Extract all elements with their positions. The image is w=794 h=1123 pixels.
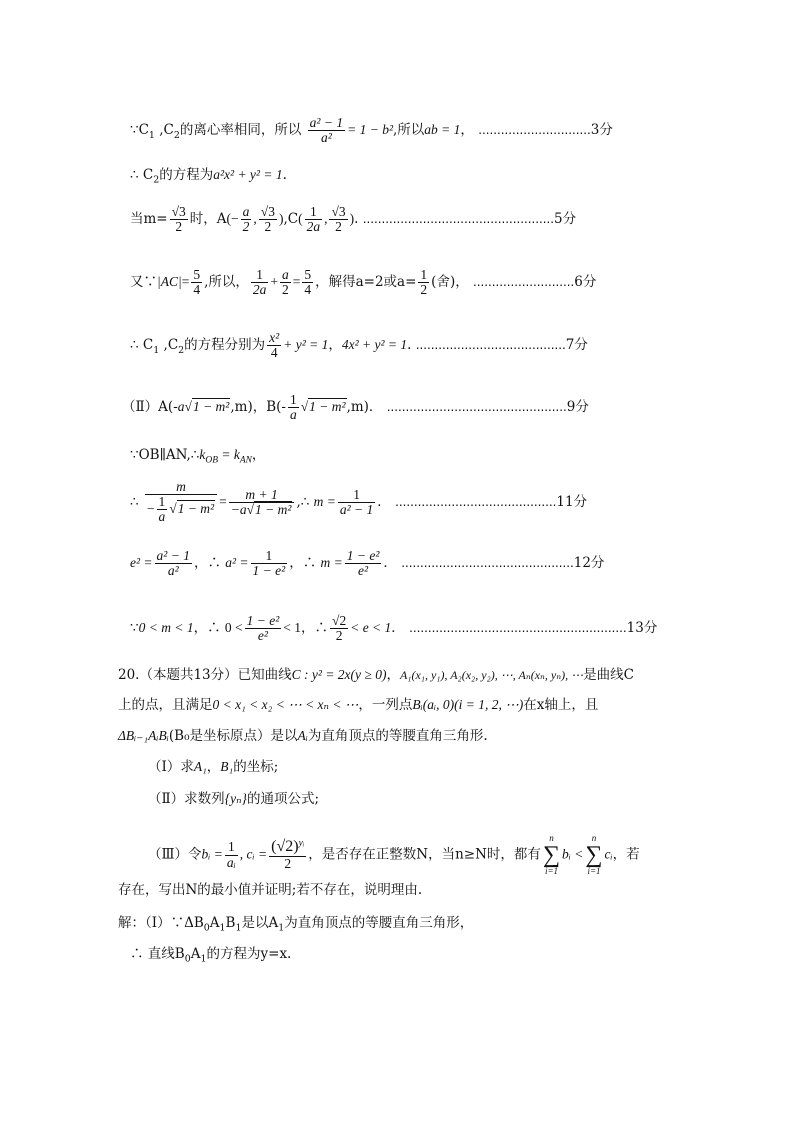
leader-dots: .............................. [478,122,591,138]
sum-lower: i=1 [587,866,601,876]
radicand: 1 − m² [309,399,346,415]
text: ． [391,620,405,637]
fraction [302,268,313,297]
subscript: 0 [184,953,191,965]
denominator: 2 [329,219,347,234]
subscript: 0 [203,922,210,934]
text: ． [383,555,397,572]
math: −a [230,501,247,517]
line-c2-equation [130,168,287,185]
denominator: e² [345,563,382,578]
numerator: 1 [158,494,166,510]
text: （Ⅱ）A(- [122,399,178,416]
math: < e < 1 [350,620,392,636]
fraction [251,549,288,578]
numerator: 1 − e² [346,548,380,563]
question-3 [148,834,640,876]
text: ,C [154,122,174,139]
text: B [225,915,236,931]
problem-20-line2 [118,698,598,713]
text: 时，A [189,211,227,228]
denominator: a² − 1 [339,501,374,517]
line-slope-equality [130,448,265,466]
text: 上的点，且满足 [118,697,213,713]
math: , [253,211,257,227]
math: = [292,274,301,290]
leader-dots: .............................................. [401,555,574,571]
text: ，若 [612,846,640,863]
denominator: a² [155,563,192,578]
math: ) [349,211,355,227]
math: {yₙ} [224,791,247,806]
text: ∵C [130,122,149,139]
denominator: 2a [252,282,267,298]
numerator: 1 [353,486,360,502]
fraction [330,614,348,643]
problem-20-line1 [118,668,634,683]
denominator: 2 [330,628,348,643]
math: a² = [225,555,249,571]
fraction [241,205,252,234]
subscript: 1 [148,129,155,141]
text: (B₀是坐标原点）是以 [168,728,298,744]
numerator: 1 [309,204,317,219]
text: ∴ C [130,167,154,183]
numerator: 1 [256,267,263,282]
line-e-squared [130,549,604,578]
text: 20.（本题共13分）已知曲线 [118,667,292,683]
sqrt: √1 − m² [184,399,230,415]
solution-line1 [118,917,473,933]
fraction [245,614,282,643]
text: ,C [159,337,179,354]
fraction [251,268,269,297]
numerator: 1 [227,839,235,855]
denominator: 2 [420,282,428,298]
text: 在x轴上，且 [523,697,599,713]
subscript: 1 [200,953,207,965]
numerator: 1 [420,267,428,282]
score-label: 9分 [566,399,589,416]
text: A [209,915,220,931]
line-part2-points [122,393,589,422]
question-1 [148,760,278,775]
text: 的方程为y=x. [206,946,292,962]
math: 4x² + y² = 1 [341,337,408,353]
text: 的方程为 [159,167,214,183]
text: ∴ C [130,337,154,354]
denominator: a [289,407,297,423]
math: , [324,211,328,227]
math: k [199,447,206,462]
denominator: aᵢ [226,854,236,870]
sqrt: √1 − m² [246,501,292,517]
fraction [155,549,192,578]
text: ,m)，B(- [230,399,286,416]
question-3-continued [118,884,422,898]
line-e-range [130,614,657,643]
math: (√2) [271,838,299,856]
denominator [229,502,295,517]
denominator: 2a [306,219,321,235]
numerator [269,839,306,856]
math: bᵢ = [201,846,223,862]
fraction [288,393,299,422]
math: B₁ [220,759,234,774]
text: ，∴ [289,555,317,572]
score-label: 12分 [573,555,605,572]
score-label: 11分 [556,493,588,510]
math: + [270,274,278,290]
math: A₁(x₁, y₁), A₂(x₂, y₂), ⋯, Aₙ(xₙ, yₙ), ⋯ [399,668,584,682]
score-label: 6分 [574,274,597,291]
denominator: 2 [259,219,277,234]
math: a²x² + y² = 1 [213,167,283,182]
math: ) [278,211,284,227]
math: < 1 [283,620,302,636]
math: 0 < [224,620,243,636]
subscript: 2 [173,129,180,141]
text: 的通项公式; [246,791,320,807]
fraction [280,268,291,297]
text: 是曲线C [583,667,634,683]
numerator: a [281,267,289,282]
numerator: √3 [331,204,346,219]
text: ,m)． [346,399,383,416]
text: ∵ [130,620,139,637]
sum-upper: n [549,833,554,843]
text: . [354,211,359,228]
fraction [269,839,306,871]
text: ，解得a=2或a= [315,274,417,291]
leader-dots: .......................................................... [409,620,627,636]
summation [543,834,560,876]
denominator: 2 [170,219,188,234]
denominator: 4 [267,345,281,360]
math: + y² = 1 [283,337,329,353]
sum-lower: i=1 [544,866,559,876]
math: = [181,274,190,290]
numerator: 1 − e² [246,613,280,628]
numerator: 5 [304,267,312,282]
sum-upper: n [591,833,597,843]
score-label: 13分 [626,620,658,637]
numerator: √3 [171,204,186,219]
numerator: √3 [260,204,275,219]
math: − [146,500,155,516]
math: = 1 − b² [347,122,393,138]
text: 为直角顶点的等腰直角三角形， [284,915,474,931]
numerator: √2 [332,613,347,628]
fraction [329,205,347,234]
math: ΔBᵢ₋₁AᵢBᵢ [118,728,169,743]
text: ， [460,122,474,139]
fraction [145,480,217,525]
text: ，∴ [193,620,221,637]
fraction [305,205,323,234]
math: e² = [130,555,153,571]
text: ， [251,447,266,463]
fraction [418,268,429,297]
math: m = [313,493,336,509]
math: ab = 1 [424,122,461,138]
denominator: 2 [269,856,306,871]
text: ,∴ [296,493,310,510]
math: , cᵢ = [239,846,268,862]
line-points-ac [130,205,576,234]
numerator: a² − 1 [156,548,190,563]
math: m = [320,555,343,571]
math: 0 < m < 1 [138,620,194,636]
radicand: 1 − m² [192,399,230,415]
text: ，∴ [301,620,329,637]
text: ∵OB∥AN,∴ [130,447,200,463]
text: ， [206,759,221,775]
subscript: 1 [153,344,160,356]
text: ． [377,493,391,510]
subscript: 2 [178,344,185,356]
text: . [407,337,412,354]
text: 的离心率相同，所以 [179,122,302,139]
numerator: m [176,479,186,494]
leader-dots: ........................................ [415,337,566,353]
score-label: 3分 [590,122,613,139]
subscript: 1 [278,922,285,934]
denominator: 2 [242,219,250,235]
sigma-icon: ∑ [542,842,561,868]
summation [585,834,602,876]
numerator: 1 [289,392,297,407]
text: （Ⅱ）求数列 [148,791,225,807]
fraction [338,488,375,517]
denominator: 4 [193,282,201,298]
text: A [190,946,201,962]
radicand: 1 − m² [177,500,215,516]
text: 又∵ [130,274,157,291]
line-m-value [130,480,587,525]
math: ( [298,211,303,227]
fraction [267,331,281,360]
numerator: a² − 1 [309,115,344,130]
numerator: x² [269,330,280,345]
radicand: 1 − m² [255,501,292,517]
fraction [345,549,382,578]
fraction [191,268,202,297]
subscript: 1 [235,922,242,934]
sigma-icon: ∑ [585,842,603,868]
text: ， [386,667,400,683]
text: 为直角顶点的等腰直角三角形. [307,728,488,744]
fraction [229,488,295,517]
denominator: 1 − e² [252,563,286,579]
math: = k [218,447,240,462]
text: ∴ [130,493,139,510]
text: ， [328,337,342,354]
score-label: 7分 [565,337,588,354]
denominator: e² [245,628,282,643]
text: ，∴ [193,555,221,572]
subscript: AN [239,455,252,466]
math: Bᵢ(aᵢ, 0)(i = 1, 2, ⋯) [412,697,524,712]
numerator: 1 [265,548,273,563]
text: ，是否存在正整数N，当n≥N时，都有 [308,846,541,863]
subscript: OB [205,455,218,466]
math: = [219,493,227,509]
fraction [308,116,345,145]
sqrt: √1 − m² [169,500,215,516]
text: 解：（Ⅰ）∵ΔB [118,915,204,931]
text: ，一列点 [358,697,413,713]
line-eccentricity [130,116,613,145]
superscript: yᵢ [298,838,305,849]
sqrt: √1 − m² [300,399,346,415]
numerator: a [242,204,250,219]
denominator: a [158,509,166,525]
math: A₁ [193,759,207,774]
question-2 [148,792,319,807]
score-label: 5分 [554,211,577,228]
text: 存在，写出N的最小值并证明;若不存在，说明理由. [118,882,423,898]
fraction [225,840,238,869]
denominator: 2 [281,282,289,298]
text: ,C [283,211,299,228]
leader-dots: ........................... [473,274,575,290]
math: |AC| [157,274,182,290]
text: ,所以 [393,122,425,139]
denominator [145,494,217,524]
problem-20-line3 [118,729,488,744]
subscript: 1 [219,922,226,934]
math: C : y² = 2x(y ≥ 0) [291,667,387,682]
text: 是以A [241,915,279,931]
math: Aᵢ [297,728,308,743]
text: 的坐标; [233,759,279,775]
line-ac-length [130,268,596,297]
text: (舍)， [431,274,469,291]
math: bᵢ < [562,846,584,862]
numerator: 5 [193,267,201,282]
fraction [259,205,277,234]
text: （Ⅲ）令 [148,846,202,863]
denominator: a² [308,130,345,145]
math: cᵢ [604,846,613,862]
text: ,所以， [204,274,249,291]
solution-line2 [130,948,291,964]
denominator: 4 [304,282,312,298]
fraction [170,205,188,234]
text: . [282,167,287,183]
leader-dots: ................................................... [362,211,555,227]
text: （Ⅰ）求 [148,759,194,775]
fraction [157,495,168,524]
line-c1-c2-equations [130,331,588,360]
text: ∴ 直线B [130,946,185,962]
text: 的方程分别为 [184,337,266,354]
math: a [177,399,185,415]
leader-dots: ................................................ [386,399,567,415]
math: 0 < x₁ < x₂ < ⋯ < xₙ < ⋯ [212,697,359,712]
numerator: m + 1 [245,486,278,502]
subscript: 2 [153,174,160,186]
math: (− [226,211,239,227]
leader-dots: ........................................... [395,493,557,509]
text: 当m= [130,211,168,228]
